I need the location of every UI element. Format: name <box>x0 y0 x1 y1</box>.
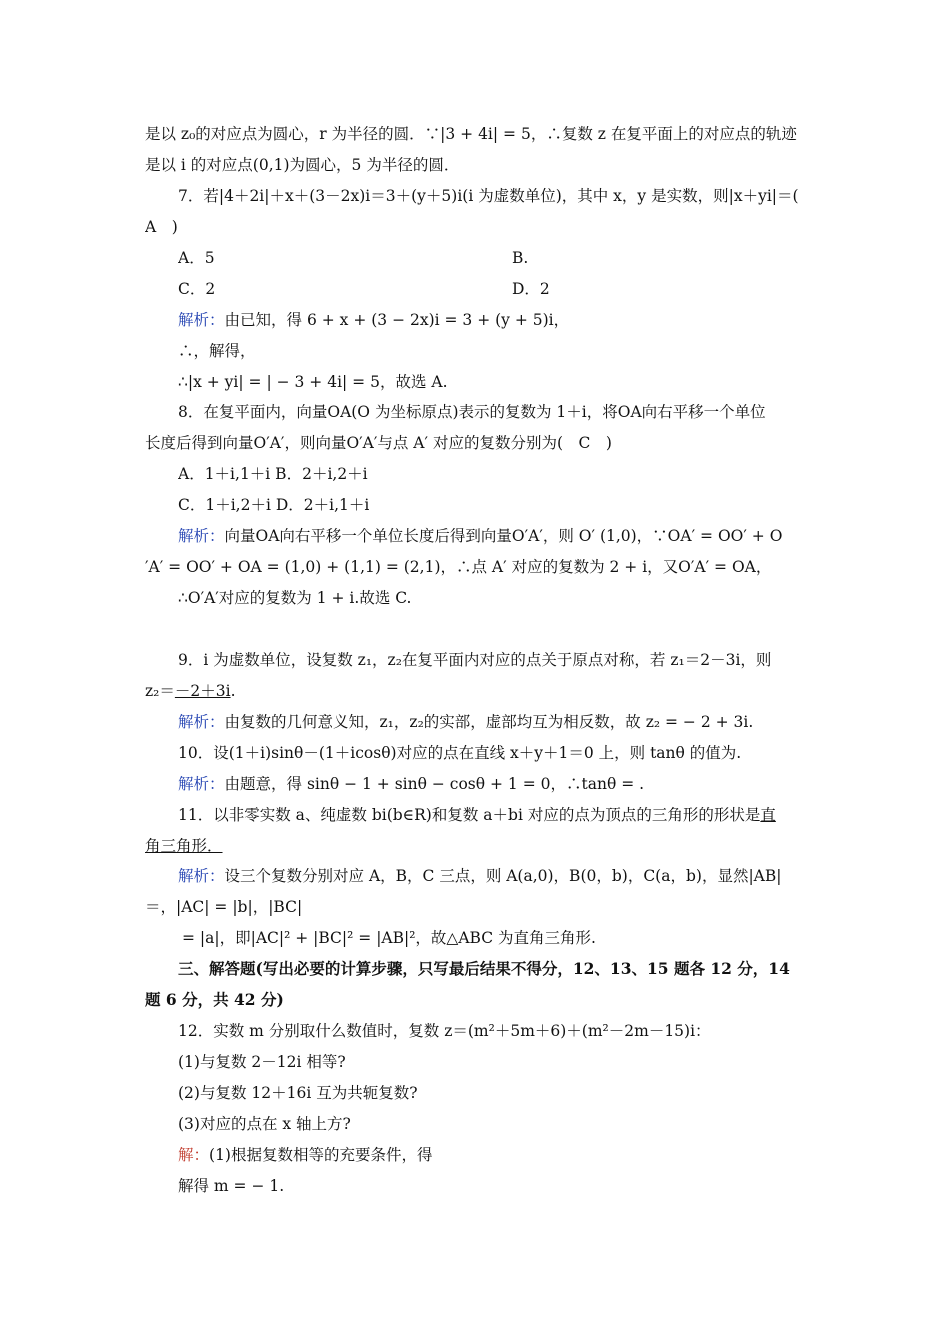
answer-blank: －2＋3i <box>174 682 231 700</box>
option-c: C．2 <box>178 280 216 298</box>
question-12: 12．实数 m 分别取什么数值时，复数 z＝(m²＋5m＋6)＋(m²－2m－15)i： <box>178 1022 711 1040</box>
solution-label: 解析： <box>178 867 225 885</box>
question-12-part-2: (2)与复数 12＋16i 互为共轭复数? <box>178 1084 418 1102</box>
question-10: 10．设(1＋i)sinθ－(1＋icosθ)对应的点在直线 x＋y＋1＝0 上，则 tanθ 的值为. <box>178 744 742 762</box>
option-a: A．5 <box>178 249 215 267</box>
question-7: 7．若|4＋2i|＋x＋(3－2x)i＝3＋(y＋5)i(i 为虚数单位)，其中 x，y 是实数，则|x＋yi|＝( <box>178 187 799 205</box>
solution-text: 由已知，得 6 + x + (3 − 2x)i = 3 + (y + 5)i， <box>224 311 570 329</box>
solution-label: 解析： <box>178 713 225 731</box>
question-9: 9．i 为虚数单位，设复数 z₁，z₂在复平面内对应的点关于原点对称，若 z₁＝2－3i，则 <box>178 651 772 669</box>
question-11-answer <box>145 834 810 858</box>
solution-line: ∴|x + yi| = | − 3 + 4i| = 5，故选 A. <box>178 373 448 391</box>
solution-line: ∴O′A′对应的复数为 1 + i.故选 C. <box>178 589 412 607</box>
solution-text: 设三个复数分别对应 A，B，C 三点，则 A(a,0)，B(0，b)，C(a，b)，显然|AB| <box>224 867 782 885</box>
solution-text: 由复数的几何意义知，z₁，z₂的实部，虚部均互为相反数，故 z₂ = − 2 + 3i. <box>224 713 754 731</box>
solution-10 <box>178 772 810 796</box>
solution-11 <box>178 864 810 888</box>
answer-suffix: . <box>230 682 236 700</box>
solution-line: ∴，解得， <box>178 342 256 360</box>
solution-label: 解析： <box>178 775 225 793</box>
solution-7 <box>178 308 810 332</box>
solution-text: (1)根据复数相等的充要条件，得 <box>209 1146 433 1164</box>
question-12-part-3: (3)对应的点在 x 轴上方? <box>178 1115 351 1133</box>
solution-line: = |a|，即|AC|² + |BC|² = |AB|²，故△ABC 为直角三角形. <box>182 929 596 947</box>
text-line: 是以 z₀的对应点为圆心，r 为半径的圆．∵|3 + 4i| = 5，∴复数 z 在复平面上的对应点的轨迹 <box>145 125 797 143</box>
question-8-cont: 长度后得到向量O′A′，则向量O′A′与点 A′ 对应的复数分别为( C ) <box>145 434 612 452</box>
section-heading-cont: 题 6 分，共 42 分) <box>145 990 284 1009</box>
solution-label: 解析： <box>178 311 225 329</box>
solution-line: ′A′ = OO′ + OA = (1,0) + (1,1) = (2,1)，∴点 A′ 对应的复数为 2 + i，又O′A′ = OA， <box>145 558 772 576</box>
section-heading: 三、解答题(写出必要的计算步骤，只写最后结果不得分，12、13、15 题各 12 分，14 <box>178 959 790 978</box>
solution-text: 由题意，得 sinθ − 1 + sinθ − cosθ + 1 = 0，∴tanθ = . <box>224 775 645 793</box>
options-ab: A．1＋i,1＋i B．2＋i,2＋i <box>178 465 368 483</box>
solution-12 <box>178 1143 810 1167</box>
answer-blank: 直 <box>760 806 776 824</box>
solution-label: 解析： <box>178 527 225 545</box>
option-b: B. <box>512 249 529 267</box>
solution-9 <box>178 710 810 734</box>
options-cd: C．1＋i,2＋i D．2＋i,1＋i <box>178 496 370 514</box>
answer-blank: 角三角形． <box>145 837 223 855</box>
question-text: 11．以非零实数 a、纯虚数 bi(b∈R)和复数 a＋bi 对应的点为顶点的三角形的形状是 <box>178 806 761 824</box>
solution-8 <box>178 524 810 548</box>
text-line: 是以 i 的对应点(0,1)为圆心，5 为半径的圆． <box>145 156 460 174</box>
question-9-answer <box>145 679 810 703</box>
question-8: 8．在复平面内，向量OA(O 为坐标原点)表示的复数为 1＋i，将OA向右平移一个单位 <box>178 403 766 421</box>
answer-prefix: z₂＝ <box>145 682 175 700</box>
solution-text: 向量OA向右平移一个单位长度后得到向量O′A′，则 O′ (1,0)，∵OA′ = OO′ + O <box>224 527 783 545</box>
question-11 <box>178 803 810 827</box>
question-7-answer: A ) <box>145 218 178 236</box>
option-d: D．2 <box>512 280 550 298</box>
solution-line: ＝，|AC| = |b|，|BC| <box>145 898 303 916</box>
question-12-part-1: (1)与复数 2－12i 相等? <box>178 1053 346 1071</box>
solution-line: 解得 m = − 1. <box>178 1177 285 1195</box>
answer-label: 解： <box>178 1146 210 1164</box>
